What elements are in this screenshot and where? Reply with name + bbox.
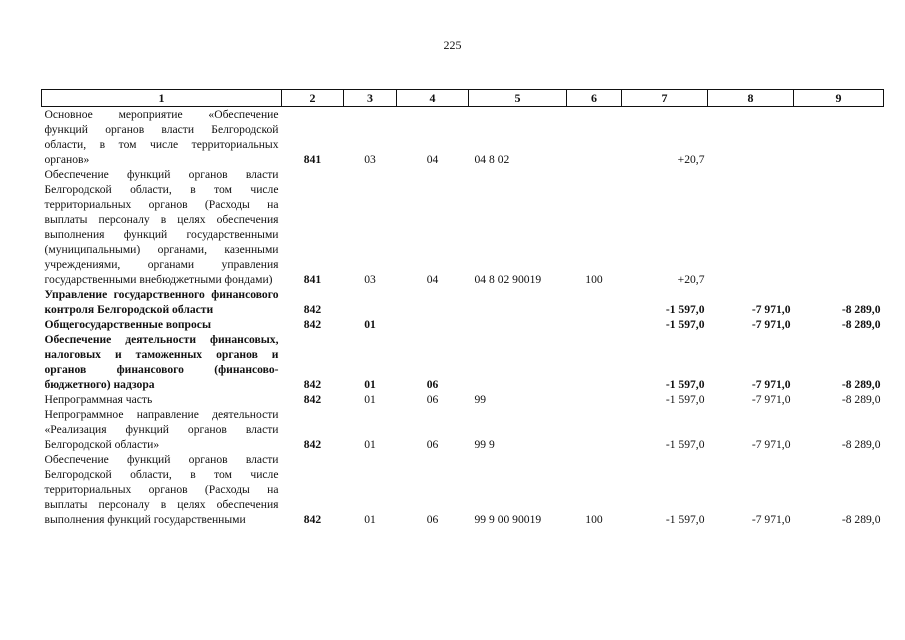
amount-col-9: -8 289,0 [841, 438, 881, 451]
subsection-code: 06 [426, 378, 439, 391]
row-description: Непрограммное направление деятельности «Реализация функций органов власти Белгородской области» [44, 408, 279, 451]
section-code: 03 [364, 153, 376, 166]
row-description: Основное мероприятие «Обеспечение функций органов власти Белгородской области, в том числе территориальных органов» [44, 108, 279, 166]
page-number: 225 [443, 38, 462, 52]
expense-type-code [567, 317, 622, 332]
table-row [42, 107, 884, 168]
amount-col-7: -1 597,0 [665, 303, 705, 316]
amount-col-9 [794, 107, 884, 168]
budget-table [41, 89, 884, 527]
amount-col-8: -7 971,0 [751, 303, 791, 316]
header-cell: 8 [708, 90, 794, 107]
header-cell: 7 [622, 90, 708, 107]
amount-col-7: -1 597,0 [665, 318, 705, 331]
subsection-code: 06 [426, 513, 439, 526]
row-description: Непрограммная часть [44, 393, 153, 406]
ministry-code: 842 [303, 513, 322, 526]
subsection-code: 06 [426, 438, 439, 451]
amount-col-9: -8 289,0 [841, 378, 881, 391]
table-header [42, 90, 884, 107]
amount-col-9 [794, 167, 884, 287]
table-row [42, 452, 884, 527]
amount-col-8: -7 971,0 [751, 318, 791, 331]
amount-col-9: -8 289,0 [841, 303, 881, 316]
expense-type-code [567, 392, 622, 407]
target-article-code: 04 8 02 [474, 153, 510, 166]
header-cell: 5 [469, 90, 567, 107]
expense-type-code: 100 [585, 513, 603, 526]
subsection-code [397, 317, 469, 332]
expense-type-code [567, 287, 622, 317]
amount-col-8: -7 971,0 [751, 513, 791, 526]
ministry-code: 842 [303, 378, 322, 391]
header-cell: 1 [42, 90, 282, 107]
section-code: 01 [364, 393, 376, 406]
amount-col-7: -1 597,0 [665, 513, 705, 526]
expense-type-code: 100 [585, 273, 603, 286]
amount-col-8 [708, 107, 794, 168]
ministry-code: 842 [303, 438, 322, 451]
target-article-code: 99 [474, 393, 487, 406]
ministry-code: 842 [303, 393, 322, 406]
ministry-code: 841 [303, 153, 322, 166]
amount-col-8: -7 971,0 [751, 438, 791, 451]
ministry-code: 842 [303, 303, 322, 316]
section-code: 01 [364, 438, 376, 451]
row-description: Обеспечение функций органов власти Белгородской области, в том числе территориальных органов (Расходы на выплаты персоналу в целях обеспечения выполнения функций государственными (муниципальными) органами, казенными учреждениями, органами управления государственными внебюджетными фондами) [44, 168, 279, 286]
amount-col-7: -1 597,0 [665, 393, 705, 406]
header-cell: 4 [397, 90, 469, 107]
amount-col-8: -7 971,0 [751, 378, 791, 391]
expense-type-code [567, 107, 622, 168]
target-article-code [469, 287, 567, 317]
table-row [42, 317, 884, 332]
expense-type-code [567, 407, 622, 452]
table-row [42, 332, 884, 392]
table-row [42, 167, 884, 287]
header-cell: 9 [794, 90, 884, 107]
subsection-code: 06 [426, 393, 439, 406]
row-description: Управление государственного финансового контроля Белгородской области [44, 288, 279, 316]
target-article-code [469, 332, 567, 392]
section-code [344, 287, 397, 317]
amount-col-7: +20,7 [677, 273, 705, 286]
target-article-code [469, 317, 567, 332]
target-article-code: 99 9 00 90019 [474, 513, 542, 526]
subsection-code [397, 287, 469, 317]
header-cell: 6 [567, 90, 622, 107]
header-cell: 3 [344, 90, 397, 107]
section-code: 01 [364, 513, 376, 526]
section-code: 01 [364, 378, 376, 391]
amount-col-8 [708, 167, 794, 287]
ministry-code: 841 [303, 273, 322, 286]
row-description: Обеспечение деятельности финансовых, налоговых и таможенных органов и органов финансового (финансово-бюджетного) надзора [44, 333, 279, 391]
amount-col-9: -8 289,0 [841, 513, 881, 526]
amount-col-8: -7 971,0 [751, 393, 791, 406]
amount-col-7: +20,7 [677, 153, 705, 166]
target-article-code: 99 9 [474, 438, 495, 451]
section-code: 01 [364, 318, 376, 331]
amount-col-9: -8 289,0 [841, 393, 881, 406]
target-article-code: 04 8 02 90019 [474, 273, 542, 286]
table-body [42, 107, 884, 528]
budget-table-wrapper [41, 89, 883, 527]
subsection-code: 04 [426, 273, 439, 286]
section-code: 03 [364, 273, 376, 286]
amount-col-9: -8 289,0 [841, 318, 881, 331]
amount-col-7: -1 597,0 [665, 378, 705, 391]
amount-col-7: -1 597,0 [665, 438, 705, 451]
header-row [42, 90, 884, 107]
header-cell: 2 [282, 90, 344, 107]
row-description: Обеспечение функций органов власти Белгородской области, в том числе территориальных органов (Расходы на выплаты персоналу в целях обеспечения выполнения функций государственными [44, 453, 279, 526]
table-row [42, 407, 884, 452]
ministry-code: 842 [303, 318, 322, 331]
subsection-code: 04 [426, 153, 439, 166]
table-row [42, 392, 884, 407]
expense-type-code [567, 332, 622, 392]
row-description: Общегосударственные вопросы [44, 318, 211, 331]
table-row [42, 287, 884, 317]
